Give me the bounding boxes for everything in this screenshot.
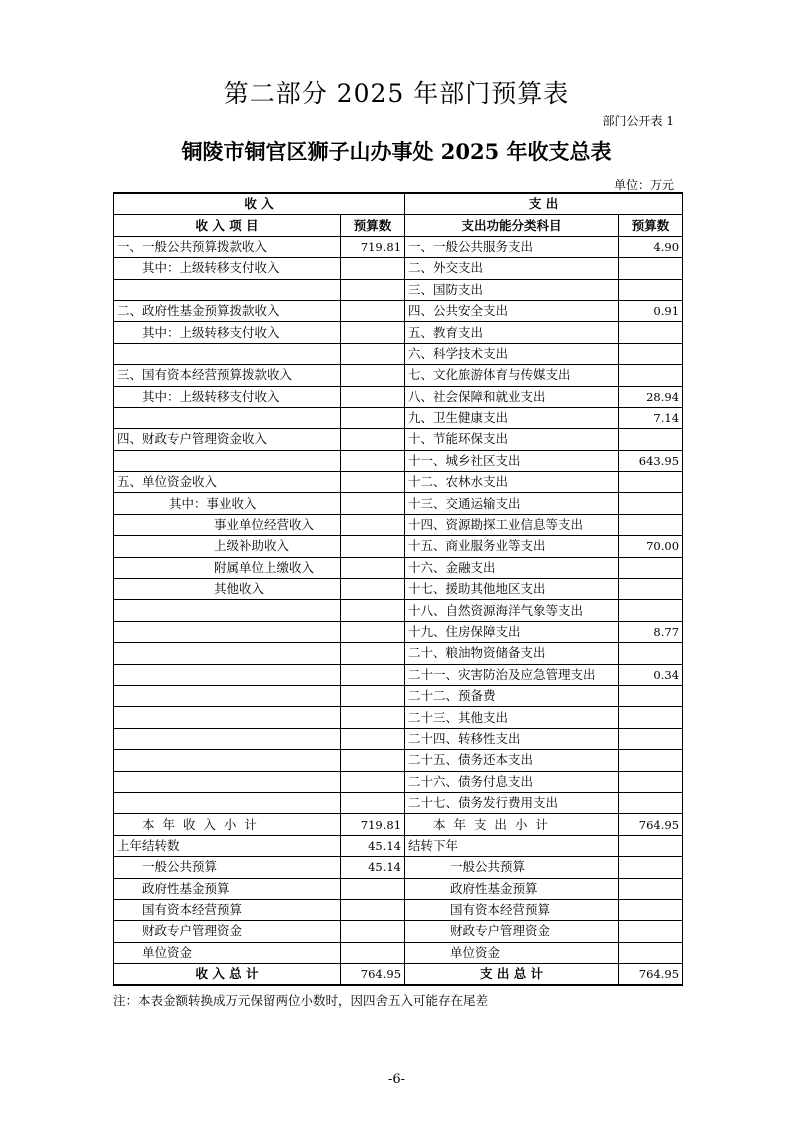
income-amount-cell (341, 942, 405, 963)
income-item-cell (114, 279, 341, 300)
expense-amount-cell (619, 429, 683, 450)
income-item-cell: 二、政府性基金预算拨款收入 (114, 300, 341, 321)
expense-amount-cell (619, 857, 683, 878)
income-amount-cell (341, 493, 405, 514)
table-row (114, 771, 683, 792)
expense-amount-cell (619, 279, 683, 300)
expense-amount-cell: 643.95 (619, 450, 683, 471)
income-item-cell: 五、单位资金收入 (114, 472, 341, 493)
table-row (114, 407, 683, 428)
income-item-cell (114, 343, 341, 364)
table-row (114, 899, 683, 920)
expense-amount-cell: 70.00 (619, 536, 683, 557)
expense-amount-cell (619, 643, 683, 664)
expense-item-cell: 十七、援助其他地区支出 (405, 579, 619, 600)
expense-item-cell: 二十四、转移性支出 (405, 728, 619, 749)
expense-item-cell: 二十五、债务还本支出 (405, 750, 619, 771)
expense-item-cell: 支 出 总 计 (405, 964, 619, 986)
expense-amount-cell: 764.95 (619, 814, 683, 835)
income-item-cell: 上级补助收入 (114, 536, 341, 557)
income-amount-cell (341, 300, 405, 321)
income-item-cell: 政府性基金预算 (114, 878, 341, 899)
table-body (114, 193, 683, 985)
table-row (114, 557, 683, 578)
expense-item-cell: 十、节能环保支出 (405, 429, 619, 450)
table-row (114, 857, 683, 878)
income-item-cell: 其中：上级转移支付收入 (114, 258, 341, 279)
table-row (114, 728, 683, 749)
expense-item-cell: 十五、商业服务业等支出 (405, 536, 619, 557)
income-amount-cell (341, 685, 405, 706)
expense-amount-cell: 28.94 (619, 386, 683, 407)
table-row (114, 258, 683, 279)
income-amount-cell (341, 579, 405, 600)
expense-item-cell: 六、科学技术支出 (405, 343, 619, 364)
income-amount-cell: 45.14 (341, 857, 405, 878)
income-item-cell: 收 入 总 计 (114, 964, 341, 986)
expense-amount-cell (619, 899, 683, 920)
income-amount-cell: 719.81 (341, 814, 405, 835)
income-amount-cell (341, 407, 405, 428)
income-item-cell: 财政专户管理资金 (114, 921, 341, 942)
income-header: 收 入 (114, 193, 405, 215)
expense-item-cell: 政府性基金预算 (405, 878, 619, 899)
expense-amount-cell (619, 514, 683, 535)
income-amount-cell (341, 664, 405, 685)
income-item-cell: 其他收入 (114, 579, 341, 600)
income-budget-header: 预算数 (341, 215, 405, 236)
expense-item-cell: 结转下年 (405, 835, 619, 856)
income-amount-cell (341, 600, 405, 621)
income-amount-cell (341, 557, 405, 578)
income-amount-cell (341, 514, 405, 535)
expense-amount-cell (619, 792, 683, 813)
expense-item-cell: 三、国防支出 (405, 279, 619, 300)
expense-amount-cell (619, 343, 683, 364)
income-amount-cell (341, 429, 405, 450)
income-item-cell: 上年结转数 (114, 835, 341, 856)
expense-amount-cell (619, 835, 683, 856)
table-row (114, 835, 683, 856)
income-item-cell (114, 450, 341, 471)
table-row (114, 621, 683, 642)
expense-item-header: 支出功能分类科目 (405, 215, 619, 236)
table-row (114, 579, 683, 600)
income-amount-cell (341, 621, 405, 642)
income-item-cell (114, 600, 341, 621)
income-amount-cell (341, 322, 405, 343)
income-item-cell (114, 643, 341, 664)
header-row-main (114, 193, 683, 215)
table-row (114, 942, 683, 963)
income-item-cell: 其中：上级转移支付收入 (114, 386, 341, 407)
expense-item-cell: 二十一、灾害防治及应急管理支出 (405, 664, 619, 685)
expense-amount-cell (619, 258, 683, 279)
income-item-cell: 单位资金 (114, 942, 341, 963)
expense-amount-cell (619, 707, 683, 728)
table-row (114, 429, 683, 450)
expense-item-cell: 十一、城乡社区支出 (405, 450, 619, 471)
table-row (114, 600, 683, 621)
income-amount-cell (341, 450, 405, 471)
expense-item-cell: 二十二、预备费 (405, 685, 619, 706)
income-amount-cell (341, 536, 405, 557)
income-item-cell (114, 621, 341, 642)
expense-amount-cell: 764.95 (619, 964, 683, 986)
income-amount-cell (341, 279, 405, 300)
table-row (114, 750, 683, 771)
expense-item-cell: 一、一般公共服务支出 (405, 236, 619, 257)
expense-item-cell: 国有资本经营预算 (405, 899, 619, 920)
table-row (114, 964, 683, 986)
income-amount-cell: 719.81 (341, 236, 405, 257)
expense-budget-header: 预算数 (619, 215, 683, 236)
table-row (114, 386, 683, 407)
expense-item-cell: 十六、金融支出 (405, 557, 619, 578)
budget-summary-table (113, 192, 683, 986)
expense-item-cell: 十四、资源勘探工业信息等支出 (405, 514, 619, 535)
table-row (114, 279, 683, 300)
expense-amount-cell (619, 921, 683, 942)
income-amount-cell (341, 771, 405, 792)
income-amount-cell (341, 258, 405, 279)
expense-item-cell: 二十六、债务付息支出 (405, 771, 619, 792)
expense-item-cell: 二十、粮油物资储备支出 (405, 643, 619, 664)
expense-item-cell: 二十七、债务发行费用支出 (405, 792, 619, 813)
income-item-cell: 一般公共预算 (114, 857, 341, 878)
expense-item-cell: 十八、自然资源海洋气象等支出 (405, 600, 619, 621)
income-item-cell (114, 664, 341, 685)
income-item-cell (114, 771, 341, 792)
table-row (114, 365, 683, 386)
expense-item-cell: 四、公共安全支出 (405, 300, 619, 321)
income-amount-cell: 764.95 (341, 964, 405, 986)
income-item-cell: 一、一般公共预算拨款收入 (114, 236, 341, 257)
table-row (114, 707, 683, 728)
expense-amount-cell: 8.77 (619, 621, 683, 642)
expense-header: 支 出 (405, 193, 683, 215)
header-row-sub (114, 215, 683, 236)
table-row (114, 450, 683, 471)
expense-item-cell: 十九、住房保障支出 (405, 621, 619, 642)
expense-amount-cell: 4.90 (619, 236, 683, 257)
table-row (114, 643, 683, 664)
expense-item-cell: 财政专户管理资金 (405, 921, 619, 942)
income-amount-cell (341, 643, 405, 664)
income-item-cell: 本 年 收 入 小 计 (114, 814, 341, 835)
expense-amount-cell (619, 365, 683, 386)
income-item-cell (114, 707, 341, 728)
expense-amount-cell (619, 728, 683, 749)
income-item-cell (114, 792, 341, 813)
expense-amount-cell (619, 600, 683, 621)
table-row (114, 878, 683, 899)
table-row (114, 792, 683, 813)
page-number: -6- (387, 1072, 406, 1087)
expense-item-cell: 单位资金 (405, 942, 619, 963)
table-number: 部门公开表 1 (602, 114, 674, 128)
income-item-cell: 三、国有资本经营预算拨款收入 (114, 365, 341, 386)
expense-amount-cell: 7.14 (619, 407, 683, 428)
income-item-cell: 国有资本经营预算 (114, 899, 341, 920)
table-row (114, 300, 683, 321)
expense-amount-cell (619, 878, 683, 899)
footnote: 注：本表金额转换成万元保留两位小数时，因四舍五入可能存在尾差 (113, 993, 489, 1008)
expense-amount-cell (619, 942, 683, 963)
expense-item-cell: 二十三、其他支出 (405, 707, 619, 728)
table-title: 铜陵市铜官区狮子山办事处 2025 年收支总表 (181, 139, 612, 164)
income-item-cell: 事业单位经营收入 (114, 514, 341, 535)
expense-item-cell: 本 年 支 出 小 计 (405, 814, 619, 835)
expense-amount-cell (619, 557, 683, 578)
table-row (114, 343, 683, 364)
expense-item-cell: 十二、农林水支出 (405, 472, 619, 493)
income-amount-cell (341, 750, 405, 771)
part-title: 第二部分 2025 年部门预算表 (223, 79, 570, 108)
expense-amount-cell (619, 579, 683, 600)
expense-item-cell: 五、教育支出 (405, 322, 619, 343)
income-amount-cell (341, 921, 405, 942)
table-row (114, 536, 683, 557)
income-amount-cell (341, 878, 405, 899)
expense-item-cell: 一般公共预算 (405, 857, 619, 878)
income-item-cell: 其中：上级转移支付收入 (114, 322, 341, 343)
table-row (114, 322, 683, 343)
expense-amount-cell (619, 493, 683, 514)
expense-amount-cell: 0.91 (619, 300, 683, 321)
table-row (114, 236, 683, 257)
table-row (114, 921, 683, 942)
income-item-header: 收 入 项 目 (114, 215, 341, 236)
income-amount-cell (341, 365, 405, 386)
table-row (114, 493, 683, 514)
income-amount-cell: 45.14 (341, 835, 405, 856)
expense-amount-cell (619, 685, 683, 706)
expense-amount-cell: 0.34 (619, 664, 683, 685)
expense-item-cell: 八、社会保障和就业支出 (405, 386, 619, 407)
income-item-cell (114, 685, 341, 706)
income-item-cell (114, 728, 341, 749)
table-row (114, 685, 683, 706)
table-row (114, 514, 683, 535)
table-row (114, 472, 683, 493)
expense-item-cell: 九、卫生健康支出 (405, 407, 619, 428)
income-item-cell: 四、财政专户管理资金收入 (114, 429, 341, 450)
expense-amount-cell (619, 472, 683, 493)
income-amount-cell (341, 343, 405, 364)
income-item-cell: 附属单位上缴收入 (114, 557, 341, 578)
income-amount-cell (341, 899, 405, 920)
income-item-cell (114, 407, 341, 428)
table-row (114, 814, 683, 835)
expense-item-cell: 十三、交通运输支出 (405, 493, 619, 514)
expense-amount-cell (619, 750, 683, 771)
income-amount-cell (341, 707, 405, 728)
income-amount-cell (341, 728, 405, 749)
expense-item-cell: 七、文化旅游体育与传媒支出 (405, 365, 619, 386)
table-row (114, 664, 683, 685)
expense-amount-cell (619, 771, 683, 792)
income-amount-cell (341, 386, 405, 407)
income-amount-cell (341, 792, 405, 813)
income-item-cell: 其中：事业收入 (114, 493, 341, 514)
expense-item-cell: 二、外交支出 (405, 258, 619, 279)
unit-label: 单位：万元 (613, 178, 674, 192)
income-item-cell (114, 750, 341, 771)
income-amount-cell (341, 472, 405, 493)
expense-amount-cell (619, 322, 683, 343)
